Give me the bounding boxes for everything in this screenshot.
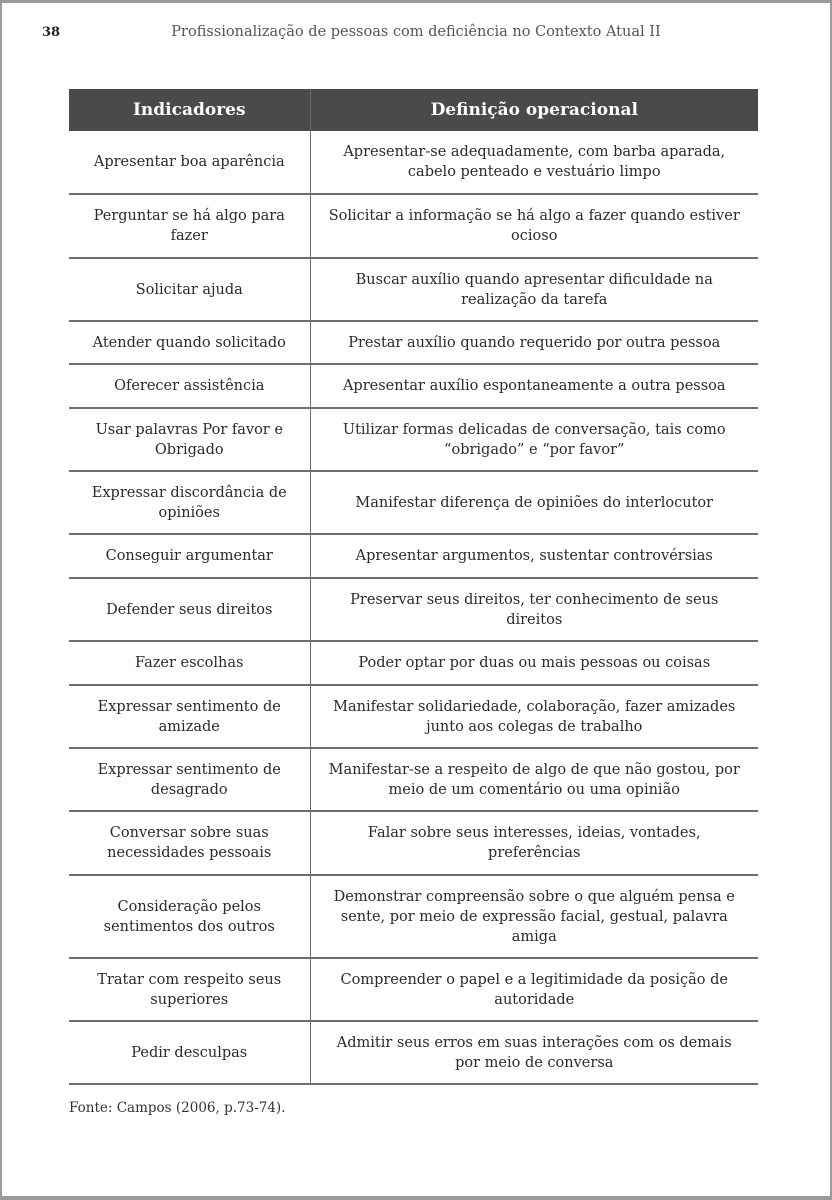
indicators-table: [69, 89, 758, 1085]
column-header-indicators: Indicadores: [69, 89, 310, 131]
definition-cell: Compreender o papel e a legitimidade da posição de autoridade: [310, 958, 758, 1021]
indicator-cell: Expressar sentimento de amizade: [69, 685, 310, 748]
definition-cell: Admitir seus erros em suas interações com os demais por meio de conversa: [310, 1021, 758, 1084]
indicator-cell: Consideração pelos sentimentos dos outros: [69, 875, 310, 958]
definition-cell: Solicitar a informação se há algo a fazer quando estiver ocioso: [310, 194, 758, 258]
indicator-cell: Atender quando solicitado: [69, 321, 310, 364]
indicator-cell: Usar palavras Por favor e Obrigado: [69, 408, 310, 471]
table-row: [69, 811, 758, 875]
definition-cell: Buscar auxílio quando apresentar dificuldade na realização da tarefa: [310, 258, 758, 321]
table-row: [69, 194, 758, 258]
table-row: [69, 408, 758, 471]
table-row: [69, 131, 758, 194]
definition-cell: Apresentar-se adequadamente, com barba aparada, cabelo penteado e vestuário limpo: [310, 131, 758, 194]
definition-cell: Manifestar-se a respeito de algo de que não gostou, por meio de um comentário ou uma opinião: [310, 748, 758, 811]
table-row: [69, 685, 758, 748]
table-row: [69, 875, 758, 958]
running-header: Profissionalização de pessoas com deficiência no Contexto Atual II: [171, 24, 661, 40]
indicator-cell: Conseguir argumentar: [69, 534, 310, 578]
indicator-cell: Apresentar boa aparência: [69, 131, 310, 194]
table-row: [69, 641, 758, 685]
table-row: [69, 364, 758, 408]
indicator-cell: Solicitar ajuda: [69, 258, 310, 321]
definition-cell: Apresentar argumentos, sustentar controvérsias: [310, 534, 758, 578]
table-row: [69, 471, 758, 534]
indicator-cell: Expressar sentimento de desagrado: [69, 748, 310, 811]
definition-cell: Apresentar auxílio espontaneamente a outra pessoa: [310, 364, 758, 408]
definition-cell: Falar sobre seus interesses, ideias, vontades, preferências: [310, 811, 758, 875]
definition-cell: Utilizar formas delicadas de conversação, tais como “obrigado” e “por favor”: [310, 408, 758, 471]
definition-cell: Manifestar diferença de opiniões do interlocutor: [310, 471, 758, 534]
definition-cell: Prestar auxílio quando requerido por outra pessoa: [310, 321, 758, 364]
indicator-cell: Perguntar se há algo para fazer: [69, 194, 310, 258]
table-row: [69, 578, 758, 641]
indicator-cell: Fazer escolhas: [69, 641, 310, 685]
table-header-row: [69, 89, 758, 131]
table-row: [69, 748, 758, 811]
indicator-cell: Expressar discordância de opiniões: [69, 471, 310, 534]
page-number: 38: [42, 25, 61, 40]
indicator-cell: Tratar com respeito seus superiores: [69, 958, 310, 1021]
indicator-cell: Pedir desculpas: [69, 1021, 310, 1084]
table-row: [69, 321, 758, 364]
column-header-definition: Definição operacional: [310, 89, 758, 131]
table-row: [69, 1021, 758, 1084]
indicator-cell: Conversar sobre suas necessidades pessoais: [69, 811, 310, 875]
definition-cell: Manifestar solidariedade, colaboração, fazer amizades junto aos colegas de trabalho: [310, 685, 758, 748]
table-row: [69, 534, 758, 578]
definition-cell: Demonstrar compreensão sobre o que alguém pensa e sente, por meio de expressão facial, gestual, palavra amiga: [310, 875, 758, 958]
definition-cell: Poder optar por duas ou mais pessoas ou coisas: [310, 641, 758, 685]
indicator-cell: Defender seus direitos: [69, 578, 310, 641]
definition-cell: Preservar seus direitos, ter conhecimento de seus direitos: [310, 578, 758, 641]
source-note: Fonte: Campos (2006, p.73-74).: [69, 1100, 286, 1116]
table-row: [69, 258, 758, 321]
indicator-cell: Oferecer assistência: [69, 364, 310, 408]
table-row: [69, 958, 758, 1021]
